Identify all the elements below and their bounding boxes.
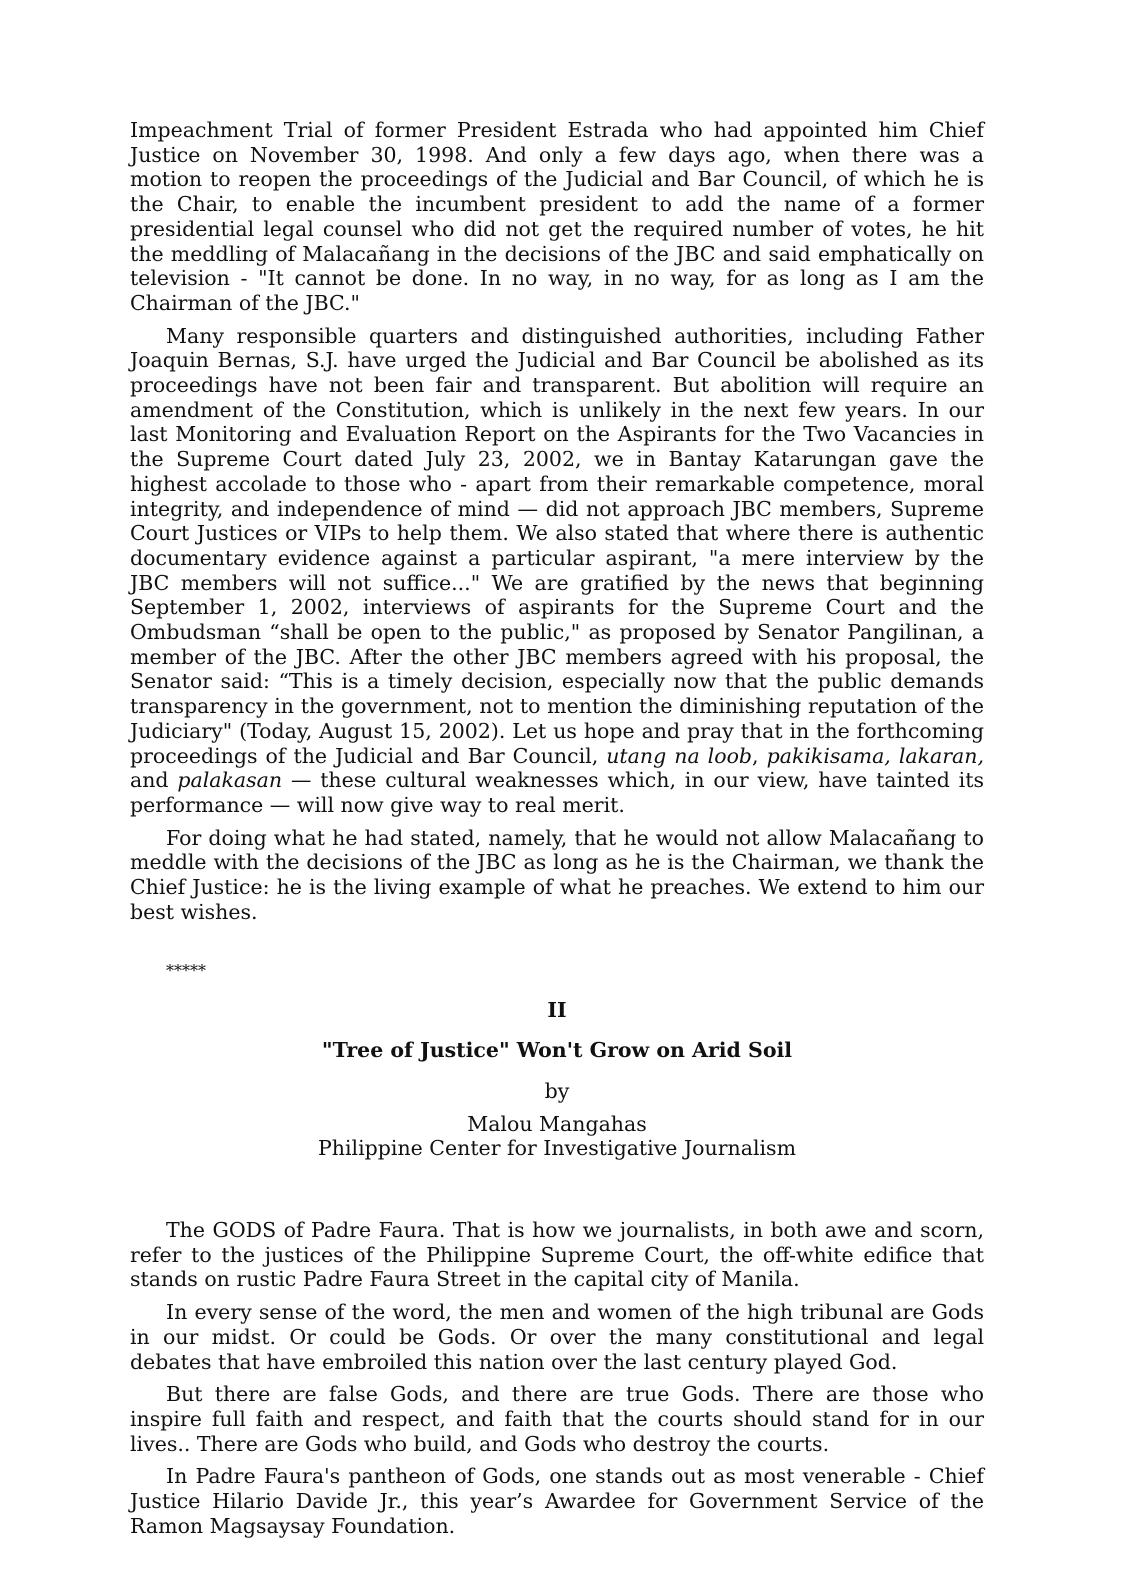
article-continuation: [130, 118, 984, 925]
paragraph-text: and: [130, 768, 178, 793]
paragraph-text: ,: [752, 743, 767, 768]
article-two: [130, 998, 984, 1539]
paragraph: For doing what he had stated, namely, that he would not allow Malacañang to meddle with the decisions of the JBC as long as he is the Chairman, we thank the Chief Justice: he is the living example of what he preaches. We extend to him our best wishes.: [130, 825, 984, 924]
article-title: "Tree of Justice" Won't Grow on Arid Soil: [321, 1038, 793, 1063]
italic-term: utang na loob: [606, 743, 753, 768]
paragraph: [130, 324, 984, 818]
author-organization: Philippine Center for Investigative Journalism: [317, 1136, 797, 1161]
paragraph-text: Many responsible quarters and distinguished authorities, including Father Joaquin Bernas, S.J. have urged the Judicial and Bar Council be abolished as its proceedings have not been fair and transparent. But abolition will require an amendment of the Constitution, which is unlikely in the next few years. In our last Monitoring and Evaluation Report on the Aspirants for the Two Vacancies in the Supreme Court dated July 23, 2002, we in Bantay Katarungan gave the highest accolade to those who - apart from their remarkable competence, moral integrity, and independence of mind — did not approach JBC members, Supreme Court Justices or VIPs to help them. We also stated that where there is authentic documentary evidence against a particular aspirant, "a mere interview by the JBC members will not suffice..." We are gratified by the news that beginning September 1, 2002, interviews of aspirants for the Supreme Court and the Ombudsman “shall be open to the public," as proposed by Senator Pangilinan, a member of the JBC. After the other JBC members agreed with his proposal, the Senator said: “This is a timely decision, especially now that the public demands transparency in the government, not to mention the diminishing reputation of the Judiciary" (Today, August 15, 2002). Let us hope and pray that in the forthcoming proceedings of the Judicial and Bar Council,: [130, 323, 984, 768]
paragraph: In every sense of the word, the men and women of the high tribunal are Gods in our midst. Or could be Gods. Or over the many constitutional and legal debates that have embroiled this nation over the last century played God.: [130, 1300, 984, 1374]
paragraph-text: — these cultural weaknesses which, in our view, have tainted its performance — will now give way to real merit.: [130, 768, 984, 817]
paragraph: The GODS of Padre Faura. That is how we journalists, in both awe and scorn, refer to the justices of the Philippine Supreme Court, the off-white edifice that stands on rustic Padre Faura Street in the capital city of Manila.: [130, 1218, 984, 1292]
author-name: Malou Mangahas: [467, 1111, 647, 1136]
section-numeral: II: [547, 997, 567, 1022]
paragraph: In Padre Faura's pantheon of Gods, one stands out as most venerable - Chief Justice Hilario Davide Jr., this year’s Awardee for Government Service of the Ramon Magsaysay Foundation.: [130, 1464, 984, 1538]
spacer: [130, 1161, 984, 1218]
italic-term: pakikisama, lakaran,: [766, 743, 984, 768]
section-separator: *****: [166, 960, 206, 980]
paragraph: Impeachment Trial of former President Estrada who had appointed him Chief Justice on November 30, 1998. And only a few days ago, when there was a motion to reopen the proceedings of the Judicial and Bar Council, of which he is the Chair, to enable the incumbent president to add the name of a former presidential legal counsel who did not get the required number of votes, he hit the meddling of Malacañang in the decisions of the JBC and said emphatically on television - "It cannot be done. In no way, in no way, for as long as I am the Chairman of the JBC.": [130, 118, 984, 315]
document-page: [130, 118, 984, 1546]
paragraph: But there are false Gods, and there are true Gods. There are those who inspire full faith and respect, and faith that the courts should stand for in our lives.. There are Gods who build, and Gods who destroy the courts.: [130, 1382, 984, 1456]
italic-term: palakasan: [177, 768, 283, 793]
byline-label: by: [544, 1078, 570, 1103]
